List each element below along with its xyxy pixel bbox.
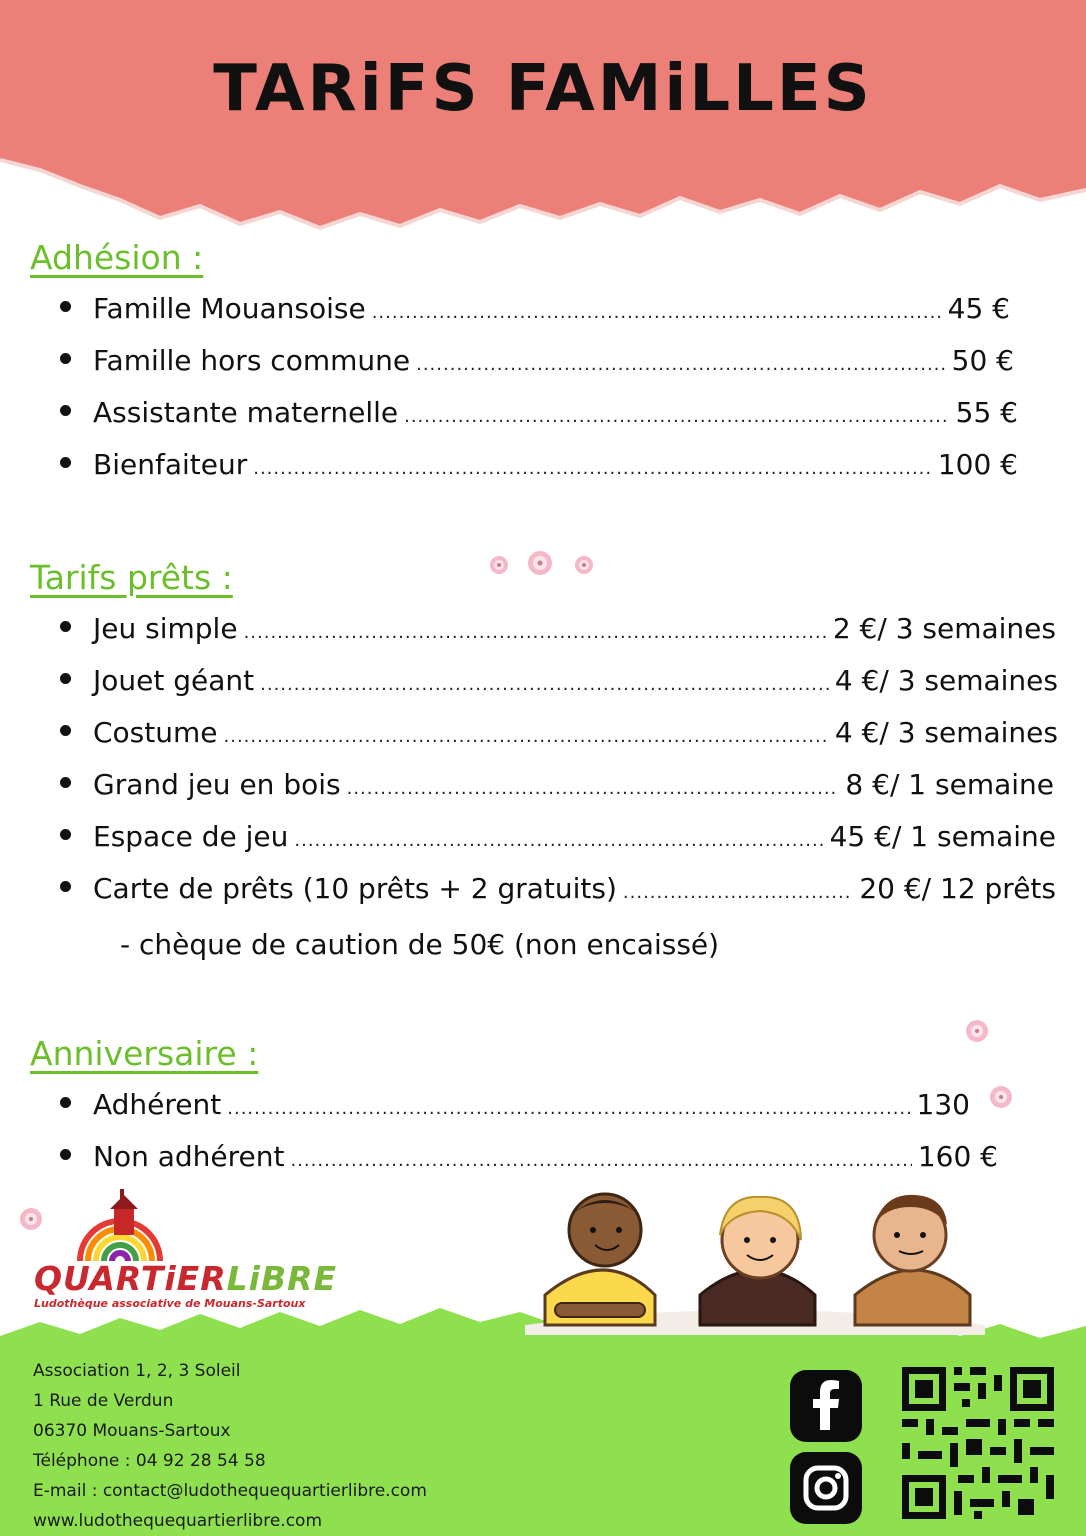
bullet-icon — [60, 881, 71, 892]
item-label: Costume — [93, 716, 218, 749]
bullet-icon — [60, 405, 71, 416]
item-label: Famille Mouansoise — [93, 292, 366, 325]
dot-leader — [416, 354, 946, 375]
dot-leader — [260, 674, 829, 695]
caution-note: - chèque de caution de 50€ (non encaissé) — [120, 928, 720, 961]
bullet-icon — [60, 829, 71, 840]
item-price: 45 € — [947, 292, 1010, 325]
prets-item-jeu-simple — [60, 612, 1056, 652]
item-price: 130 — [916, 1088, 970, 1121]
qr-code-icon[interactable] — [898, 1363, 1058, 1523]
item-price: 55 € — [955, 396, 1018, 429]
dot-leader — [372, 302, 942, 323]
anniversaire-item-adherent — [60, 1088, 970, 1128]
item-price: 2 €/ 3 semaines — [832, 612, 1056, 645]
item-label: Carte de prêts (10 prêts + 2 gratuits) — [93, 872, 617, 905]
quartier-libre-logo — [30, 1185, 338, 1315]
dot-leader — [227, 1098, 910, 1119]
item-price: 4 €/ 3 semaines — [834, 664, 1058, 697]
item-price: 160 € — [917, 1140, 998, 1173]
address-block — [33, 1356, 427, 1536]
dot-leader — [404, 406, 950, 427]
item-label: Jouet géant — [93, 664, 255, 697]
item-label: Assistante maternelle — [93, 396, 399, 429]
prets-item-grand-jeu-en-bois — [60, 768, 1054, 808]
bullet-icon — [60, 457, 71, 468]
dot-leader — [347, 778, 840, 799]
flower-icon — [962, 1016, 992, 1046]
dot-leader — [244, 622, 827, 643]
bullet-icon — [60, 301, 71, 312]
bullet-icon — [60, 1097, 71, 1108]
bullet-icon — [60, 673, 71, 684]
dot-leader — [623, 882, 853, 903]
logo-subtitle: Ludothèque associative de Mouans-Sartoux — [34, 1297, 306, 1310]
dot-leader — [294, 830, 823, 851]
item-price: 100 € — [937, 448, 1018, 481]
page-title: TARiFS FAMiLLES — [213, 52, 873, 126]
prets-item-costume — [60, 716, 1058, 756]
bullet-icon — [60, 777, 71, 788]
bullet-icon — [60, 1149, 71, 1160]
prets-heading: Tarifs prêts : — [30, 558, 233, 597]
adhesion-item-assistante-maternelle — [60, 396, 1018, 436]
item-label: Non adhérent — [93, 1140, 285, 1173]
children-illustration — [525, 1185, 985, 1335]
item-price: 45 €/ 1 semaine — [829, 820, 1056, 853]
item-label: Espace de jeu — [93, 820, 289, 853]
item-label: Famille hors commune — [93, 344, 411, 377]
adhesion-item-famille-mouansoise — [60, 292, 1010, 332]
postal-city: 06370 Mouans-Sartoux — [33, 1421, 231, 1441]
item-price: 4 €/ 3 semaines — [834, 716, 1058, 749]
prets-item-carte-de-prets — [60, 872, 1056, 912]
instagram-glyph — [790, 1452, 862, 1524]
facebook-glyph — [790, 1370, 862, 1442]
item-price: 8 €/ 1 semaine — [845, 768, 1054, 801]
bullet-icon — [60, 353, 71, 364]
item-label: Grand jeu en bois — [93, 768, 341, 801]
bullet-icon — [60, 621, 71, 632]
email-address[interactable]: E-mail : contact@ludothequequartierlibre.com — [33, 1481, 427, 1501]
prets-item-jouet-geant — [60, 664, 1058, 704]
logo-word-libre: LiBRE — [226, 1259, 338, 1298]
item-label: Bienfaiteur — [93, 448, 248, 481]
association-name: Association 1, 2, 3 Soleil — [33, 1361, 241, 1381]
rainbow-house-icon — [70, 1185, 170, 1263]
dot-leader — [253, 458, 932, 479]
facebook-icon[interactable] — [790, 1370, 862, 1442]
logo-wordmark — [34, 1259, 337, 1298]
item-label: Adhérent — [93, 1088, 222, 1121]
website-link[interactable]: www.ludothequequartierlibre.com — [33, 1511, 322, 1531]
street-address: 1 Rue de Verdun — [33, 1391, 174, 1411]
logo-word-quartier: QUARTiER — [34, 1259, 227, 1298]
anniversaire-heading: Anniversaire : — [30, 1034, 259, 1073]
phone-number: Téléphone : 04 92 28 54 58 — [33, 1451, 266, 1471]
item-price: 50 € — [951, 344, 1014, 377]
prets-item-espace-de-jeu — [60, 820, 1056, 860]
anniversaire-item-non-adherent — [60, 1140, 998, 1180]
instagram-icon[interactable] — [790, 1452, 862, 1524]
flower-icon — [986, 1082, 1016, 1112]
flower-icon — [484, 548, 604, 582]
adhesion-item-famille-hors-commune — [60, 344, 1014, 384]
item-label: Jeu simple — [93, 612, 238, 645]
dot-leader — [290, 1150, 911, 1171]
adhesion-item-bienfaiteur — [60, 448, 1018, 488]
bullet-icon — [60, 725, 71, 736]
dot-leader — [224, 726, 829, 747]
adhesion-heading: Adhésion : — [30, 238, 204, 277]
item-price: 20 €/ 12 prêts — [859, 872, 1056, 905]
